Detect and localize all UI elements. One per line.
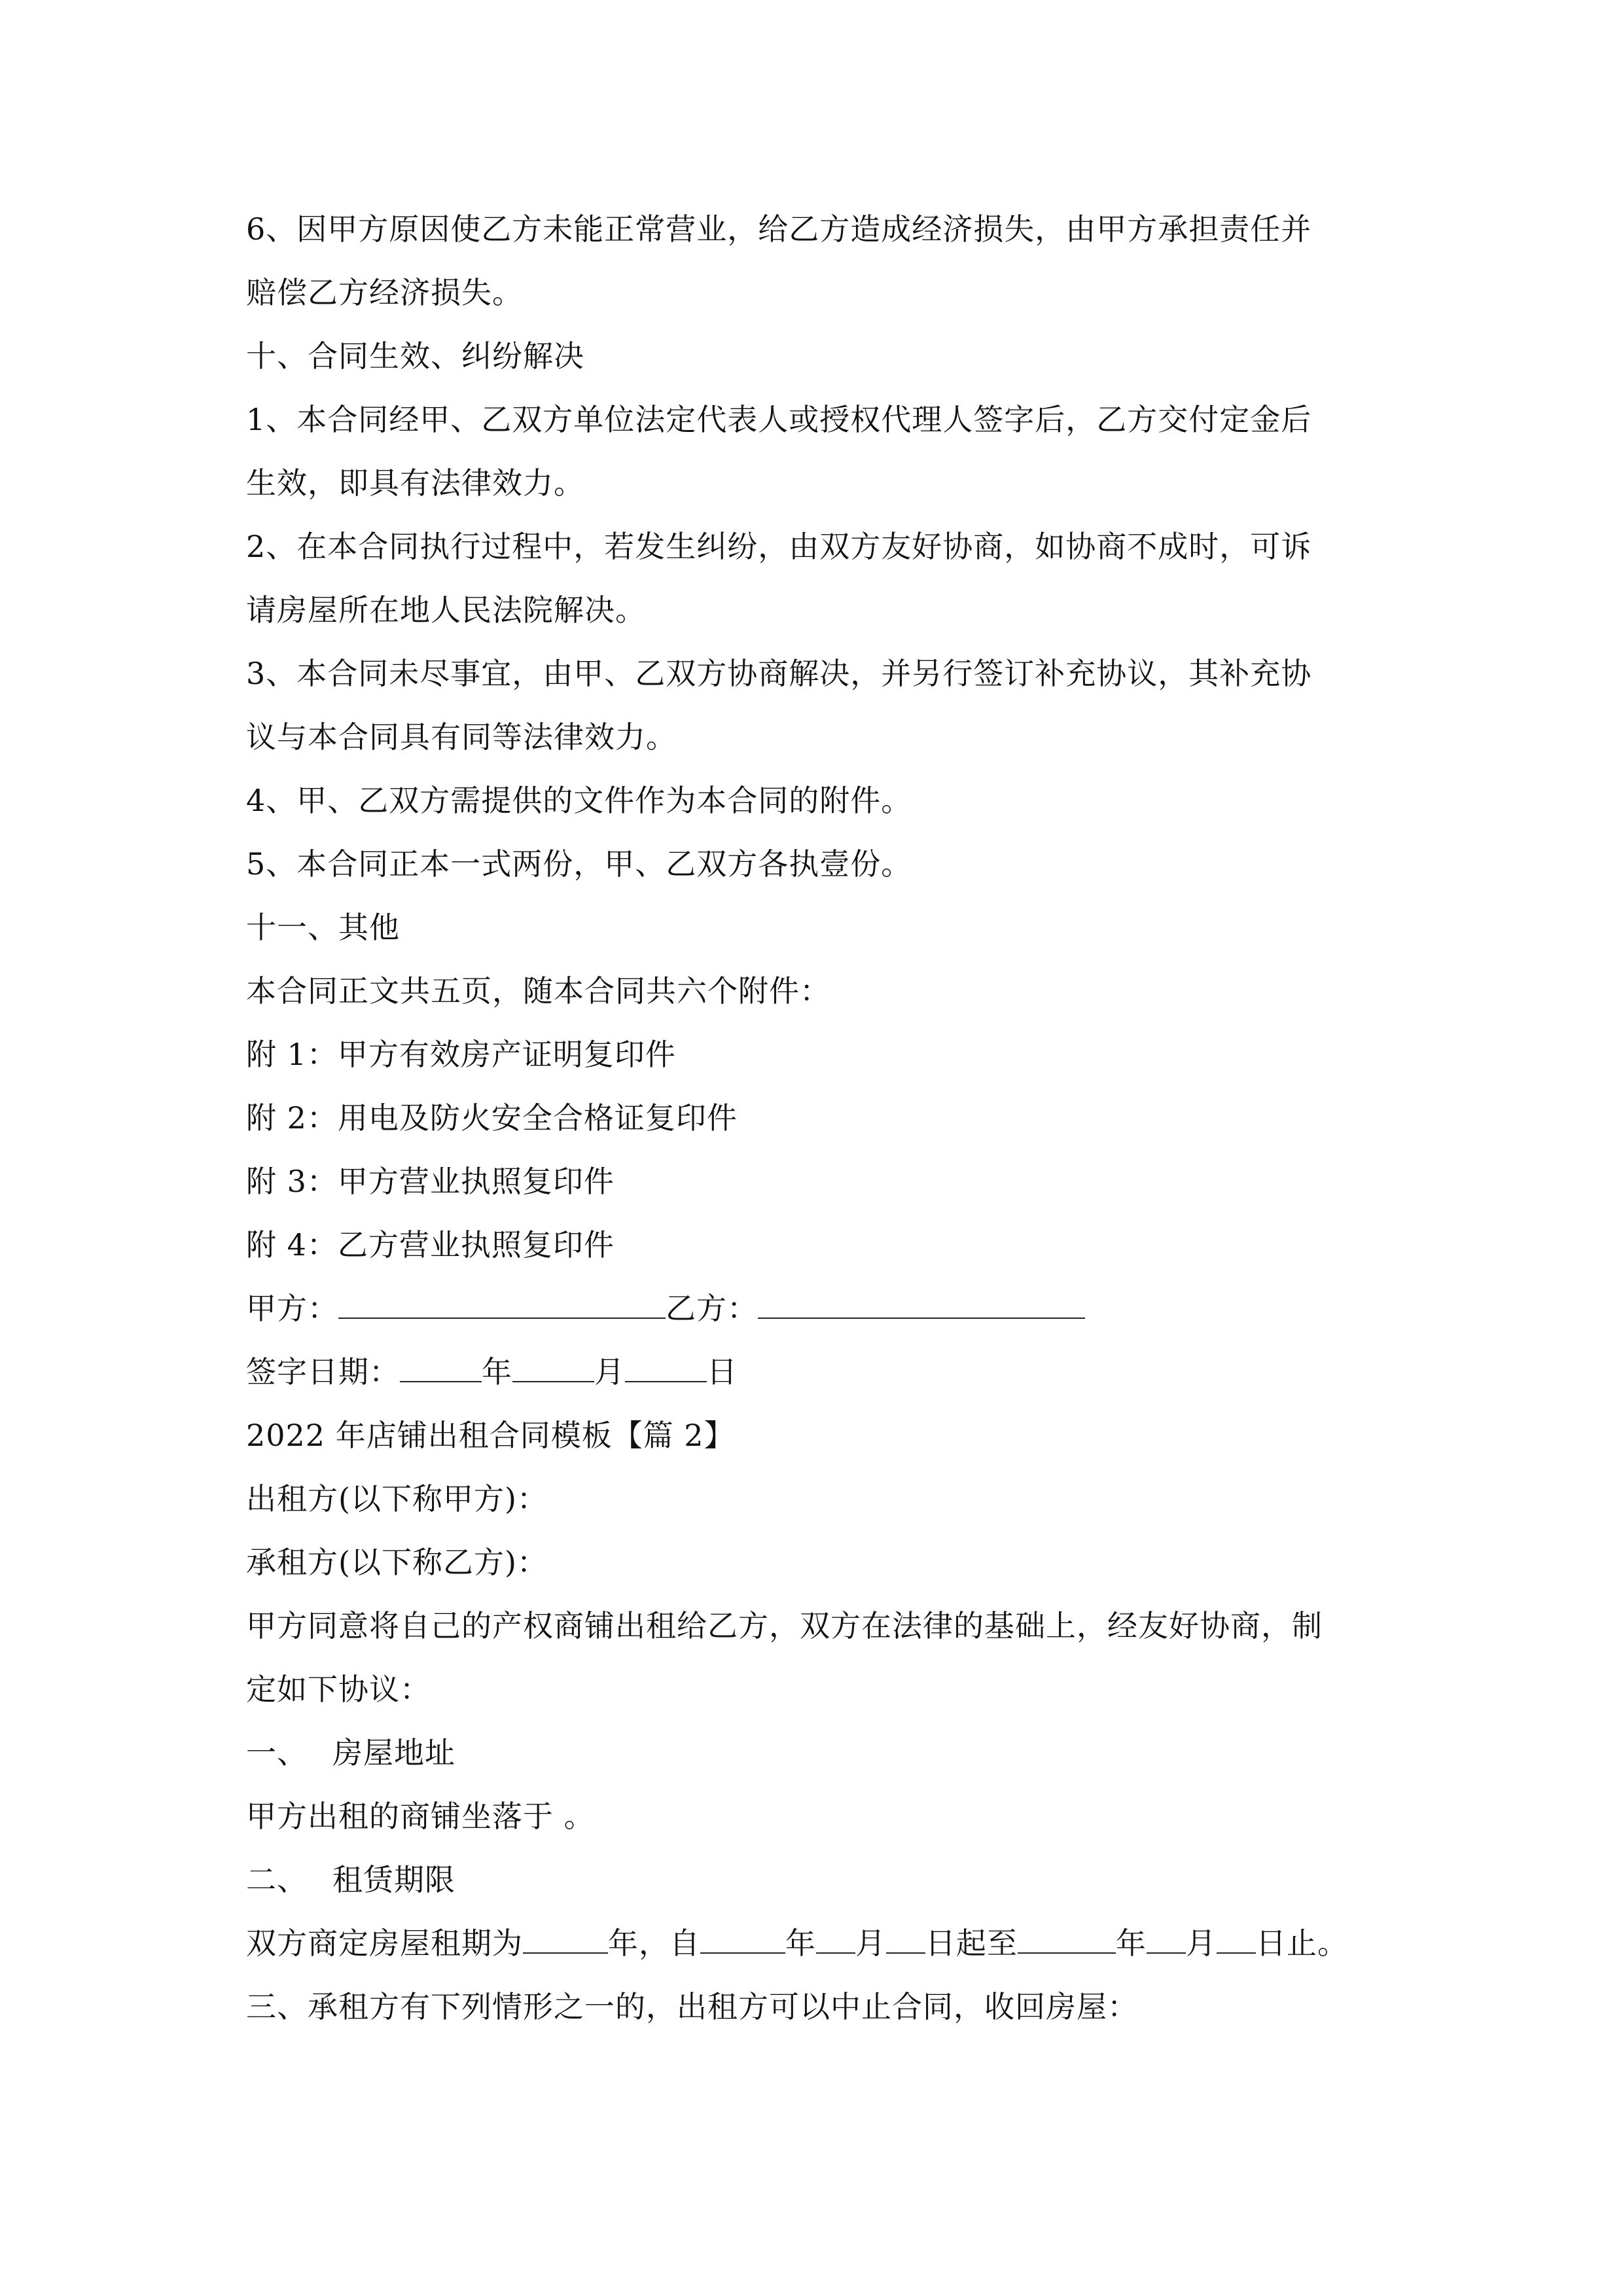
start-day-blank [886,1926,925,1954]
year-label: 年 [482,1354,512,1390]
party-a-blank [338,1291,666,1319]
section-number: 二、 [246,1862,308,1897]
text-line: 承租方(以下称乙方)： [246,1545,548,1580]
attachment-item: 附 4：乙方营业执照复印件 [246,1227,615,1263]
text-line: 3、本合同未尽事宜，由甲、乙双方协商解决，并另行签订补充协议，其补充协 [246,656,1312,691]
term-text: 月 [1186,1926,1217,1961]
text-line: 定如下协议： [246,1672,431,1707]
date-label: 签字日期： [246,1354,400,1390]
text-line: 1、本合同经甲、乙双方单位法定代表人或授权代理人签字后，乙方交付定金后 [246,402,1312,437]
text-line: 5、本合同正本一式两份，甲、乙双方各执壹份。 [246,846,912,882]
term-text: 日止。 [1256,1926,1348,1961]
day-blank [625,1355,707,1382]
text-line: 本合同正文共五页，随本合同共六个附件： [246,973,830,1009]
day-label: 日 [707,1354,738,1390]
term-text: 日起至 [925,1926,1018,1961]
signature-date-line [246,1352,738,1391]
end-month-blank [1147,1926,1186,1954]
month-blank [512,1355,594,1382]
section-heading: 十一、其他 [246,910,400,945]
lease-term-line [246,1924,1348,1963]
party-b-blank [758,1291,1085,1319]
text-line: 赔偿乙方经济损失。 [246,275,523,310]
text-line: 生效，即具有法律效力。 [246,465,584,501]
text-line: 甲方出租的商铺坐落于 。 [246,1799,595,1834]
term-text: 双方商定房屋租期为 [246,1926,523,1961]
section-title: 租赁期限 [332,1862,455,1897]
term-text: 年，自 [608,1926,700,1961]
attachment-item: 附 3：甲方营业执照复印件 [246,1164,615,1199]
text-line: 4、甲、乙双方需提供的文件作为本合同的附件。 [246,783,912,818]
signature-line [246,1289,1085,1328]
party-b-label: 乙方： [666,1291,758,1326]
section-title: 房屋地址 [332,1735,455,1770]
section-number: 一、 [246,1735,308,1770]
text-line: 出租方(以下称甲方)： [246,1481,548,1516]
document-title: 2022 年店铺出租合同模板【篇 2】 [246,1418,735,1453]
section-heading [246,1733,455,1772]
party-a-label: 甲方： [246,1291,338,1326]
attachment-item: 附 2：用电及防火安全合格证复印件 [246,1100,738,1136]
term-text: 年 [785,1926,816,1961]
year-blank [400,1355,482,1382]
term-text: 年 [1116,1926,1147,1961]
text-line: 6、因甲方原因使乙方未能正常营业，给乙方造成经济损失，由甲方承担责任并 [246,211,1312,247]
end-year-blank [1018,1926,1116,1954]
term-years-blank [523,1926,608,1954]
attachment-item: 附 1：甲方有效房产证明复印件 [246,1037,676,1072]
end-day-blank [1217,1926,1256,1954]
text-line: 请房屋所在地人民法院解决。 [246,592,646,628]
month-label: 月 [594,1354,625,1390]
text-line: 议与本合同具有同等法律效力。 [246,719,677,755]
section-heading [246,1860,455,1899]
start-month-blank [816,1926,855,1954]
term-text: 月 [855,1926,886,1961]
start-year-blank [700,1926,785,1954]
section-heading: 十、合同生效、纠纷解决 [246,338,584,374]
text-line: 三、承租方有下列情形之一的，出租方可以中止合同，收回房屋： [246,1989,1138,2024]
text-line: 2、在本合同执行过程中，若发生纠纷，由双方友好协商，如协商不成时，可诉 [246,529,1312,564]
text-line: 甲方同意将自己的产权商铺出租给乙方，双方在法律的基础上，经友好协商，制 [246,1608,1323,1643]
